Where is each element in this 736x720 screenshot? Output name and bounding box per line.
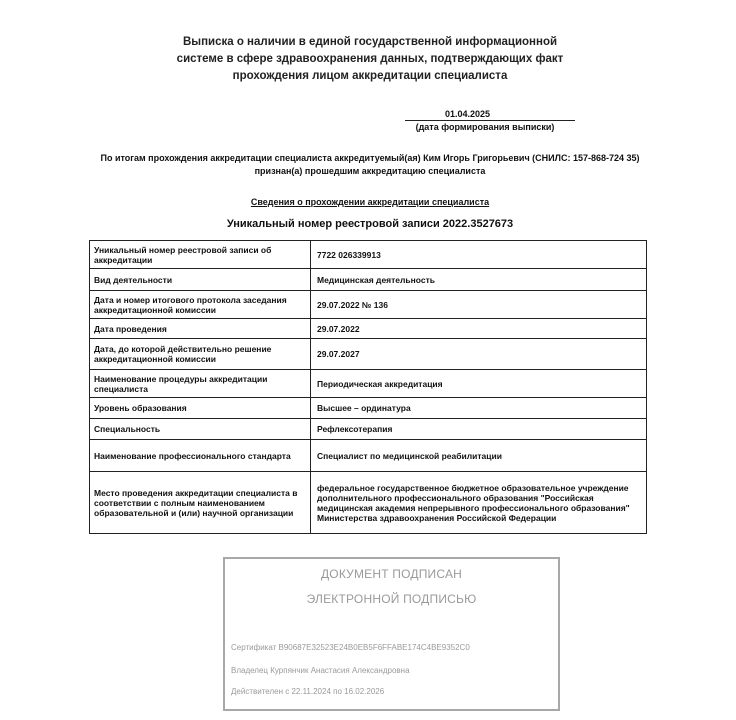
row-value: федеральное государственное бюджетное образовательное учреждение дополнительного профессионального образования "Российская медицинская академия непрерывного профессионального образования" Министерства здравоохранения Российской Федерации (311, 472, 647, 534)
row-value: 29.07.2027 (311, 339, 647, 370)
date-block (405, 108, 565, 134)
electronic-signature-stamp (223, 557, 560, 711)
row-value: 29.07.2022 № 136 (311, 291, 647, 319)
intro-text (80, 152, 660, 178)
accreditation-table (89, 240, 647, 534)
stamp-validity: Действителен с 22.11.2024 по 16.02.2026 (231, 687, 385, 696)
table-row (90, 472, 647, 534)
table-row (90, 370, 647, 398)
table-row (90, 440, 647, 472)
table-row (90, 339, 647, 370)
row-label: Место проведения аккредитации специалиста в соответствии с полным наименованием образовательной и (или) научной организации (90, 472, 311, 534)
stamp-heading: ДОКУМЕНТ ПОДПИСАН (320, 567, 463, 581)
table-row (90, 398, 647, 419)
section-title (80, 197, 660, 207)
section-title-text: Сведения о прохождении аккредитации специалиста (250, 197, 490, 207)
formation-date: 01.04.2025 (405, 108, 575, 121)
row-value: 7722 026339913 (311, 241, 647, 269)
title-line: системе в сфере здравоохранения данных, подтверждающих факт (176, 53, 564, 65)
row-label: Уровень образования (90, 398, 311, 419)
formation-date-caption: (дата формирования выписки) (415, 122, 555, 132)
row-label: Наименование профессионального стандарта (90, 440, 311, 472)
title-line: Выписка о наличии в единой государственной информационной (182, 36, 558, 48)
table-row (90, 419, 647, 440)
row-label: Специальность (90, 419, 311, 440)
stamp-owner: Владелец Курпянчик Анастасия Александровна (231, 666, 410, 675)
row-label: Дата, до которой действительно решение аккредитационной комиссии (90, 339, 311, 370)
stamp-certificate: Сертификат B90687E32523E24B0EB5F6FFABE174C4BE9352C0 (231, 643, 470, 652)
table-row (90, 319, 647, 339)
stamp-heading: ЭЛЕКТРОННОЙ ПОДПИСЬЮ (306, 592, 477, 606)
intro-line: признан(а) прошедшим аккредитацию специалиста (254, 166, 486, 176)
table-row (90, 291, 647, 319)
row-value: Специалист по медицинской реабилитации (311, 440, 647, 472)
registry-number: Уникальный номер реестровой записи 2022.3527673 (226, 218, 514, 230)
row-value: Медицинская деятельность (311, 269, 647, 291)
row-label: Уникальный номер реестровой записи об аккредитации (90, 241, 311, 269)
row-value: Рефлексотерапия (311, 419, 647, 440)
row-label: Дата проведения (90, 319, 311, 339)
row-label: Дата и номер итогового протокола заседания аккредитационной комиссии (90, 291, 311, 319)
row-label: Вид деятельности (90, 269, 311, 291)
document-title (120, 34, 620, 85)
table-row (90, 241, 647, 269)
title-line: прохождения лицом аккредитации специалиста (232, 70, 508, 82)
row-value: Периодическая аккредитация (311, 370, 647, 398)
row-value: Высшее – ординатура (311, 398, 647, 419)
row-value: 29.07.2022 (311, 319, 647, 339)
row-label: Наименование процедуры аккредитации специалиста (90, 370, 311, 398)
table-row (90, 269, 647, 291)
intro-line: По итогам прохождения аккредитации специалиста аккредитуемый(ая) Ким Игорь Григорьевич (СНИЛС: 157-868-724 35) (100, 153, 640, 163)
